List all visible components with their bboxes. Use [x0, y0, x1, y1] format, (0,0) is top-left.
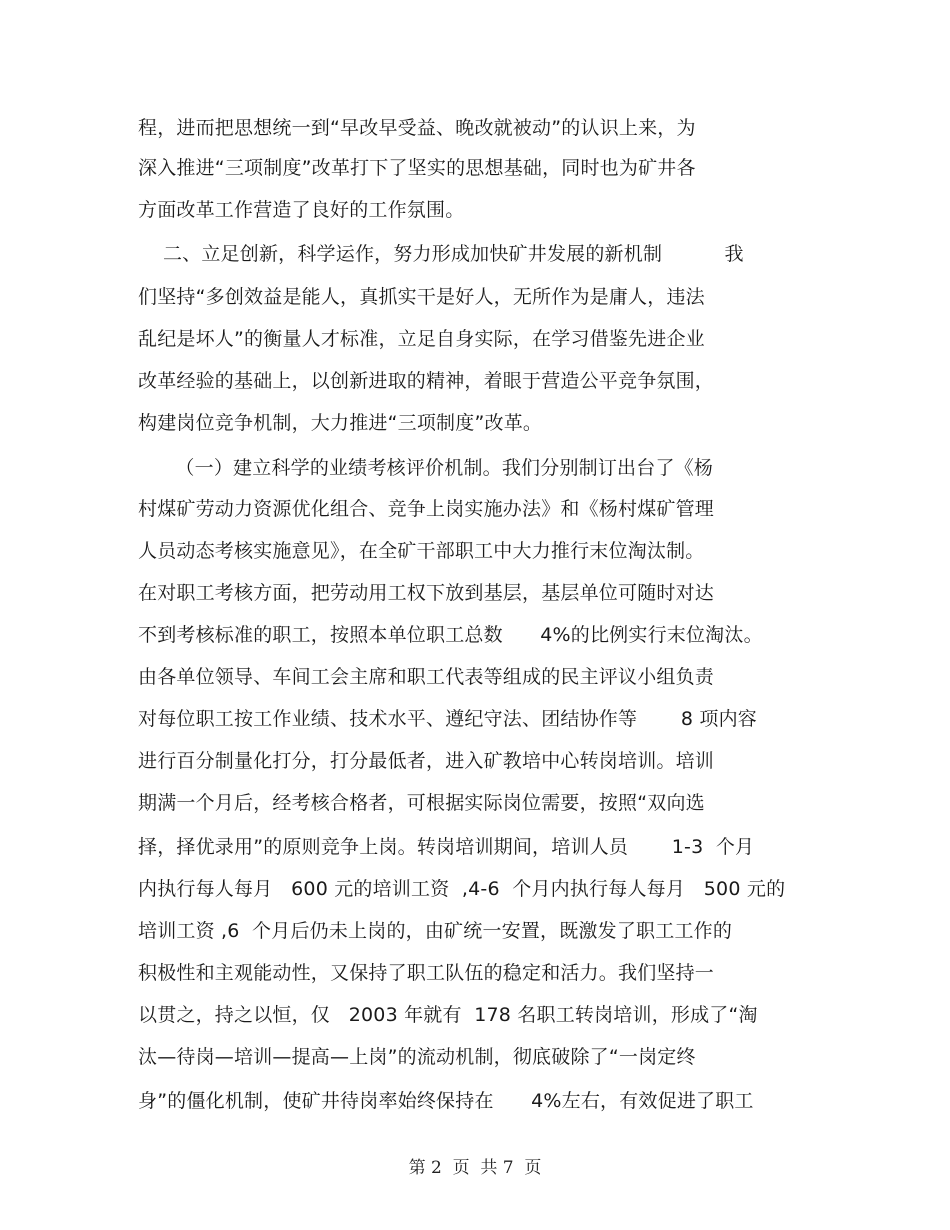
- text-line: 期满一个月后，经考核合格者，可根据实际岗位需要，按照“双向选: [138, 792, 705, 814]
- text-line: 在对职工考核方面，把劳动用工权下放到基层，基层单位可随时对达: [138, 582, 715, 604]
- text-line: 汰—待岗—培训—提高—上岗”的流动机制，彻底破除了“一岗定终: [138, 1046, 696, 1068]
- text-line: 程，进而把思想统一到“早改早受益、晚改就被动”的认识上来，为: [138, 117, 696, 139]
- text-line: 进行百分制量化打分，打分最低者，进入矿教培中心转岗培训。培训: [138, 750, 715, 772]
- text-line: 乱纪是坏人”的衡量人才标准，立足自身实际，在学习借鉴先进企业: [138, 328, 705, 350]
- text-line: 择，择优录用”的原则竞争上岗。转岗培训期间，培训人员 1-3 个月: [138, 836, 755, 858]
- text-line: 人员动态考核实施意见》，在全矿干部职工中大力推行末位淘汰制。: [138, 540, 705, 562]
- text-line: 培训工资 ,6 个月后仍未上岗的，由矿统一安置，既激发了职工工作的: [138, 920, 733, 942]
- text-line: 深入推进“三项制度”改革打下了坚实的思想基础，同时也为矿井各: [138, 157, 696, 179]
- text-line: 身”的僵化机制，使矿井待岗率始终保持在 4%左右，有效促进了职工: [138, 1090, 754, 1112]
- page-footer: 第 2 页 共 7 页: [408, 1158, 542, 1178]
- text-line: 们坚持“多创效益是能人，真抓实干是好人，无所作为是庸人，违法: [138, 286, 705, 308]
- text-line: 方面改革工作营造了良好的工作氛围。: [138, 199, 465, 221]
- text-line: 村煤矿劳动力资源优化组合、竞争上岗实施办法》和《杨村煤矿管理: [138, 498, 715, 520]
- text-line: 内执行每人每月 600 元的培训工资 ,4-6 个月内执行每人每月 500 元的: [138, 878, 786, 900]
- section-heading: 二、立足创新，科学运作，努力形成加快矿井发展的新机制 我: [138, 243, 744, 265]
- text-line: 积极性和主观能动性，又保持了职工队伍的稳定和活力。我们坚持一: [138, 962, 715, 984]
- text-line: 对每位职工按工作业绩、技术水平、遵纪守法、团结协作等 8 项内容: [138, 708, 758, 730]
- text-line: 不到考核标准的职工，按照本单位职工总数 4%的比例实行末位淘汰。: [138, 624, 763, 646]
- text-line: 由各单位领导、车间工会主席和职工代表等组成的民主评议小组负责: [138, 666, 715, 688]
- text-line: 构建岗位竞争机制，大力推进“三项制度”改革。: [138, 412, 543, 434]
- text-line: 以贯之，持之以恒，仅 2003 年就有 178 名职工转岗培训，形成了“淘: [138, 1004, 758, 1026]
- text-line: 改革经验的基础上，以创新进取的精神，着眼于营造公平竞争氛围，: [138, 370, 715, 392]
- subsection-heading: （一）建立科学的业绩考核评价机制。我们分别制订出台了《杨: [138, 457, 714, 479]
